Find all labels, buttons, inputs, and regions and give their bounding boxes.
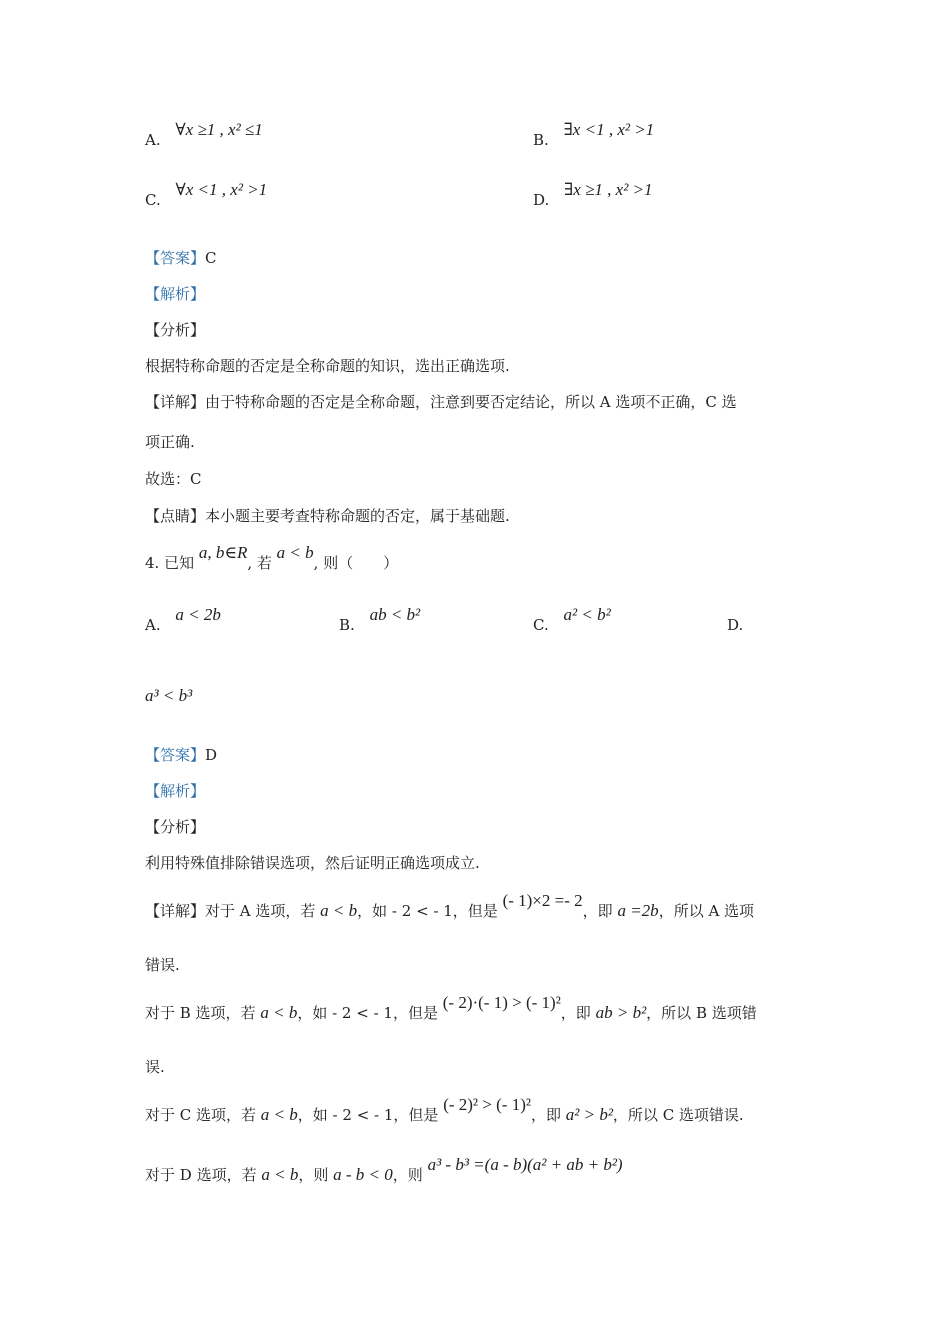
- q3-choose: 故选：C: [145, 470, 202, 488]
- q4-stem: [145, 543, 399, 573]
- option-label: A.: [145, 131, 161, 149]
- q4-detail-c: [145, 1095, 744, 1125]
- q4-fenxi-tag: 【分析】: [145, 818, 206, 836]
- q4-mid: , 若: [247, 554, 272, 572]
- q4-jiexi-tag: 【解析】: [145, 782, 206, 800]
- comment-text: 本小题主要考查特称命题的否定，属于基础题.: [205, 507, 510, 525]
- q4-detail-a-line2: 错误.: [145, 956, 180, 974]
- option-math: ∀x ≥1 , x² ≤1: [175, 120, 263, 139]
- option-label: C.: [533, 616, 549, 634]
- q4-option-c: [533, 605, 611, 635]
- q3-option-c: [145, 180, 268, 210]
- q4-option-d-math: a³ < b³: [145, 686, 193, 705]
- q4-cond2: a < b: [276, 543, 314, 562]
- q4-option-a: [145, 605, 221, 635]
- detail-text: ，即: [582, 902, 613, 920]
- answer-value: D: [205, 746, 218, 764]
- option-label: C.: [145, 191, 161, 209]
- detail-tag: 【详解】: [145, 902, 206, 920]
- q3-analysis: 根据特称命题的否定是全称命题的知识，选出正确选项.: [145, 357, 510, 375]
- q3-detail-line1: [145, 392, 737, 412]
- detail-text: 对于 C 选项，若: [145, 1106, 257, 1124]
- q4-answer: [145, 745, 217, 765]
- comment-tag: 【点睛】: [145, 507, 206, 525]
- q3-option-b: [533, 120, 655, 150]
- q4-detail-a-line1: [145, 891, 755, 921]
- q3-answer: [145, 248, 217, 268]
- detail-text: ，所以 B 选项错: [646, 1004, 757, 1022]
- option-label: D.: [533, 191, 550, 209]
- detail-text: ，所以 C 选项错误.: [612, 1106, 744, 1124]
- answer-tag: 【答案】: [145, 249, 206, 267]
- q4-cond1: a, b∈R: [198, 543, 248, 562]
- option-label: B.: [339, 616, 355, 634]
- option-math: ∃x ≥1 , x² >1: [564, 180, 653, 199]
- q4-detail-d: [145, 1155, 623, 1185]
- q3-fenxi-tag: 【分析】: [145, 321, 206, 339]
- q3-option-a: [145, 120, 263, 150]
- detail-text: ，如 - 2 < - 1，但是: [297, 1004, 438, 1022]
- answer-value: C: [205, 249, 217, 267]
- option-math: a < 2b: [175, 605, 221, 624]
- math-cond: a < b: [260, 1105, 298, 1124]
- detail-text: 对于 D 选项，若: [145, 1166, 257, 1184]
- detail-text: ，则: [392, 1166, 423, 1184]
- math-expr: (- 2)·(- 1) > (- 1)²: [442, 993, 561, 1012]
- q4-detail-b-line2: 误.: [145, 1058, 165, 1076]
- math-cond: a < b: [260, 1003, 298, 1022]
- q3-comment: [145, 506, 510, 526]
- math-expr: a³ - b³ =(a - b)(a² + ab + b²): [427, 1155, 623, 1174]
- math-expr: a - b < 0: [333, 1165, 393, 1184]
- detail-tag: 【详解】: [145, 393, 206, 411]
- q4-option-b: [339, 605, 421, 635]
- q4-end: , 则（ ）: [313, 554, 399, 572]
- q4-option-d-label: D.: [727, 616, 744, 634]
- math-cond: a < b: [261, 1165, 299, 1184]
- q3-detail-line2: 项正确.: [145, 433, 195, 451]
- option-math: a² < b²: [563, 605, 611, 624]
- detail-text: ，则: [298, 1166, 329, 1184]
- q3-option-d: [533, 180, 653, 210]
- detail-text: ，即: [530, 1106, 561, 1124]
- detail-text: 由于特称命题的否定是全称命题，注意到要否定结论，所以 A 选项不正确，C 选: [205, 393, 737, 411]
- detail-text: ，即: [560, 1004, 591, 1022]
- detail-text: ，所以 A 选项: [658, 902, 755, 920]
- q4-number: 4. 已知: [145, 554, 195, 572]
- math-cond: a < b: [320, 901, 358, 920]
- detail-text: ，如 - 2 < - 1，但是: [297, 1106, 439, 1124]
- q4-detail-b-line1: [145, 993, 757, 1023]
- math-expr: a =2b: [617, 901, 659, 920]
- q3-jiexi-tag: 【解析】: [145, 285, 206, 303]
- option-math: ∃x <1 , x² >1: [563, 120, 655, 139]
- math-expr: ab > b²: [595, 1003, 647, 1022]
- detail-text: 对于 B 选项，若: [145, 1004, 256, 1022]
- math-expr: a² > b²: [565, 1105, 613, 1124]
- option-math: ab < b²: [369, 605, 421, 624]
- answer-tag: 【答案】: [145, 746, 206, 764]
- option-label: B.: [533, 131, 549, 149]
- detail-text: ，如 - 2 < - 1，但是: [357, 902, 498, 920]
- option-label: A.: [145, 616, 161, 634]
- detail-text: 对于 A 选项，若: [205, 902, 316, 920]
- math-expr: (- 2)² > (- 1)²: [443, 1095, 531, 1114]
- q4-analysis: 利用特殊值排除错误选项，然后证明正确选项成立.: [145, 854, 480, 872]
- option-math: ∀x <1 , x² >1: [175, 180, 268, 199]
- math-expr: (- 1)×2 =- 2: [502, 891, 583, 910]
